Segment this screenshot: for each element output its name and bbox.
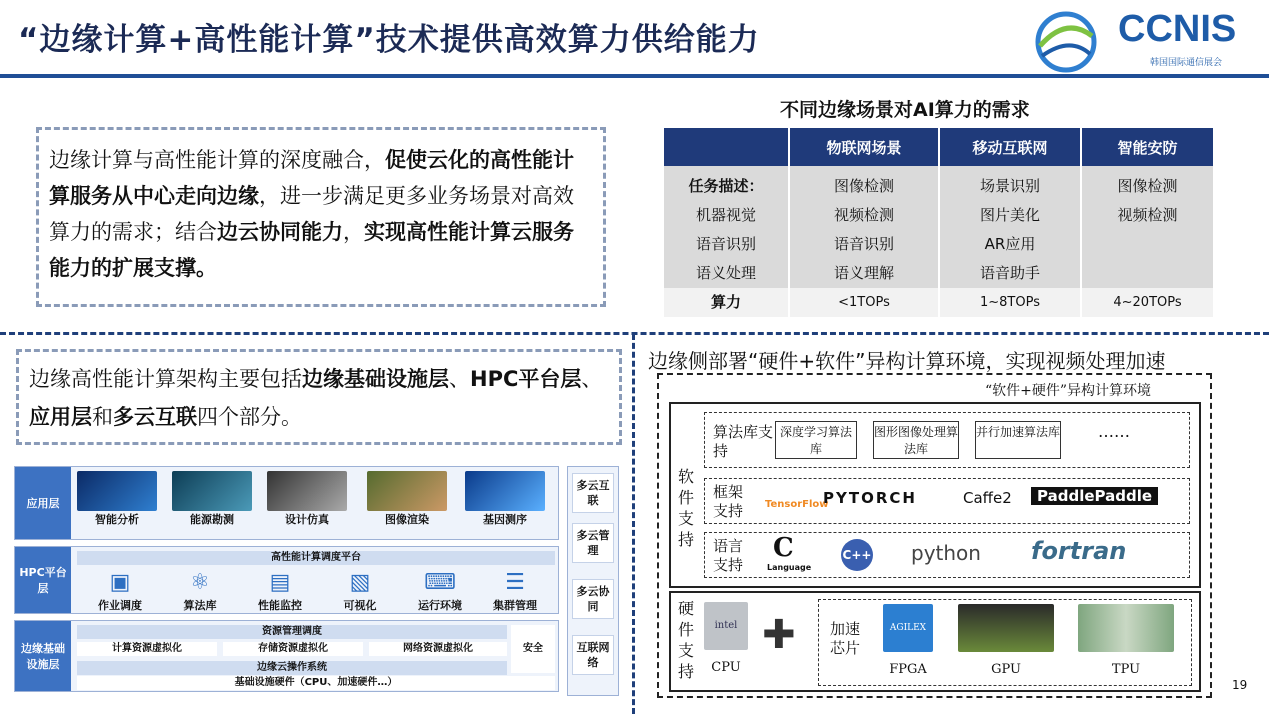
code-icon: ⌨ — [424, 570, 456, 595]
demand-table — [664, 128, 1215, 317]
hpc-platform-bar: 高性能计算调度平台 — [77, 551, 555, 565]
chart-icon: ▧ — [349, 570, 371, 595]
fpga-chip: AGILEX FPGA — [880, 604, 936, 677]
tpu-chip: TPU — [1076, 604, 1176, 677]
logo-text: CCNIS — [1118, 8, 1237, 50]
table-cell: 4~20TOPs — [1081, 288, 1214, 317]
framework-row — [704, 478, 1190, 524]
table-cell: 任务描述： 机器视觉 语音识别 语义处理 — [664, 166, 789, 288]
res-mgmt-bar: 资源管理调度 — [77, 625, 507, 639]
section-divider — [632, 334, 635, 714]
hpc-layer — [14, 546, 559, 614]
accel-label: 加速芯片 — [830, 620, 861, 657]
security-block: 安全 — [511, 625, 555, 673]
table-cell: 算力 — [664, 288, 789, 317]
hpc-item: ▣ 作业调度 — [85, 569, 155, 613]
side-item: 多云互联 — [572, 473, 614, 513]
infra-layer — [14, 620, 559, 692]
plus-icon: ✚ — [762, 612, 796, 658]
intro-bold: 促使云化的高性能计算服务从中心走向边缘 — [49, 148, 574, 208]
row-label: 框架支持 — [713, 483, 744, 520]
tensorflow-logo: TensorFlow — [765, 499, 829, 510]
table-title: 不同边缘场景对AI算力的需求 — [780, 99, 1030, 121]
hpc-item: ▧ 可视化 — [325, 569, 395, 613]
atom-icon: ⚛ — [190, 570, 210, 595]
intro-box — [36, 127, 606, 307]
globe-logo-icon — [1030, 6, 1110, 76]
table-header: 移动互联网 — [939, 128, 1081, 166]
fortran-logo: fortran — [1031, 537, 1127, 565]
row-label: 语言支持 — [713, 537, 744, 574]
app-item: 智能分析 — [77, 471, 157, 527]
gpu-chip: GPU — [956, 604, 1056, 677]
python-logo: python — [911, 541, 981, 565]
side-item: 多云协同 — [572, 579, 614, 619]
layer-label: HPC平台层 — [15, 547, 71, 613]
intro-text: ，进一步满足更多业务场景对高效算力的需求；结合 — [49, 184, 574, 244]
c-logo-caption: Language — [767, 563, 812, 572]
title-divider — [0, 74, 1269, 78]
intro-text: 边缘计算与高性能计算的深度融合， — [49, 148, 385, 172]
side-item: 多云管理 — [572, 523, 614, 563]
virt-bar: 存储资源虚拟化 — [223, 642, 363, 656]
algo-row — [704, 412, 1190, 468]
hpc-item: ⚛ 算法库 — [165, 569, 235, 613]
page-title: “边缘计算+高性能计算”技术提供高效算力供给能力 — [18, 22, 760, 58]
hetero-subtitle: “软件+硬件”异构计算环境 — [985, 383, 1152, 399]
logo-subtext: 韩国国际通信展会 — [1150, 58, 1223, 68]
server-icon: ☰ — [505, 570, 525, 595]
virt-bar: 网络资源虚拟化 — [369, 642, 507, 656]
side-item: 互联网络 — [572, 635, 614, 675]
table-cell: 场景识别 图片美化 AR应用 语音助手 — [939, 166, 1081, 288]
architecture-diagram — [14, 466, 620, 696]
hpc-item: ⌨ 运行环境 — [405, 569, 475, 613]
hpc-item: ▤ 性能监控 — [245, 569, 315, 613]
app-item: 基因测序 — [465, 471, 545, 527]
algo-lib: …… — [1098, 422, 1130, 441]
arch-intro-box: 边缘高性能计算架构主要包括边缘基础设施层、HPC平台层、应用层和多云互联四个部分。 — [16, 349, 622, 445]
intro-bold: 边云协同能力 — [217, 220, 343, 244]
table-header — [664, 128, 789, 166]
app-item: 能源勘测 — [172, 471, 252, 527]
page-number: 19 — [1232, 678, 1248, 692]
hardware-label: 硬件支持 — [677, 599, 694, 681]
hpc-item: ☰ 集群管理 — [480, 569, 550, 613]
intro-text: ， — [343, 220, 364, 244]
table-cell: 图像检测 视频检测 — [1081, 166, 1214, 288]
table-cell: 1~8TOPs — [939, 288, 1081, 317]
c-logo: C — [773, 533, 794, 563]
pytorch-logo: PYTORCH — [823, 489, 917, 507]
algo-lib: 并行加速算法库 — [975, 421, 1061, 459]
monitor-icon: ▤ — [269, 570, 291, 595]
hetero-title: 边缘侧部署“硬件+软件”异构计算环境，实现视频处理加速 — [648, 349, 1166, 373]
table-cell: 图像检测 视频检测 语音识别 语义理解 — [789, 166, 939, 288]
layer-label: 应用层 — [15, 467, 71, 539]
paddlepaddle-logo: PaddlePaddle — [1031, 487, 1158, 505]
table-header: 智能安防 — [1081, 128, 1214, 166]
table-cell: <1TOPs — [789, 288, 939, 317]
layer-label: 边缘基础设施层 — [15, 621, 71, 691]
caffe2-logo: Caffe2 — [963, 489, 1012, 507]
cpp-logo: C++ — [841, 539, 873, 571]
algo-lib: 深度学习算法库 — [775, 421, 857, 459]
app-item: 设计仿真 — [267, 471, 347, 527]
app-item: 图像渲染 — [367, 471, 447, 527]
intro-bold: 实现高性能计算云服务能力的扩展支撑。 — [49, 220, 574, 280]
row-label: 算法库支持 — [713, 423, 774, 460]
table-header: 物联网场景 — [789, 128, 939, 166]
multicloud-column — [567, 466, 619, 696]
software-label: 软件支持 — [677, 467, 694, 549]
virt-bar: 计算资源虚拟化 — [77, 642, 217, 656]
language-row — [704, 532, 1190, 578]
schedule-icon: ▣ — [109, 570, 131, 595]
hw-bar: 基础设施硬件（CPU、加速硬件…） — [77, 676, 555, 690]
os-bar: 边缘云操作系统 — [77, 661, 507, 675]
algo-lib: 图形图像处理算法库 — [873, 421, 959, 459]
cpu-chip: intel CPU — [701, 602, 751, 675]
app-layer — [14, 466, 559, 540]
